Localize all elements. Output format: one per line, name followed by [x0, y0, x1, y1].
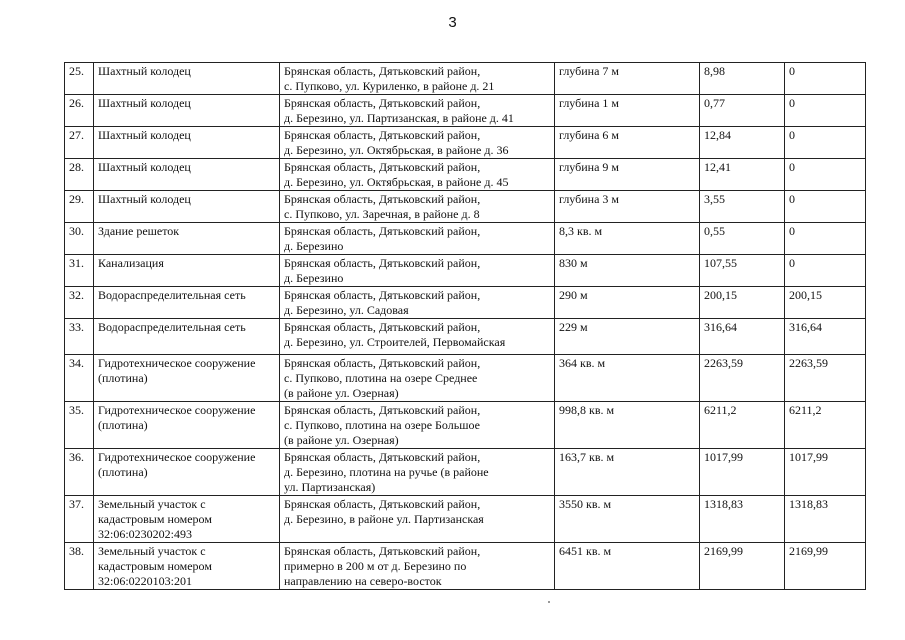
value-col-2-cell: 200,15 — [785, 287, 866, 319]
table-row — [65, 402, 866, 449]
value-col-1-cell: 1017,99 — [700, 449, 785, 496]
object-name-cell: Гидротехническое сооружение (плотина) — [94, 449, 280, 496]
table-row — [65, 496, 866, 543]
object-address-cell: Брянская область, Дятьковский район, д. Березино — [280, 223, 555, 255]
value-col-1-cell: 107,55 — [700, 255, 785, 287]
value-col-2-cell: 0 — [785, 95, 866, 127]
row-number-cell: 35. — [65, 402, 94, 449]
object-size-cell: 163,7 кв. м — [555, 449, 700, 496]
value-col-2-cell: 0 — [785, 255, 866, 287]
object-name-cell: Здание решеток — [94, 223, 280, 255]
table-row — [65, 223, 866, 255]
value-col-1-cell: 316,64 — [700, 319, 785, 355]
object-address-cell: Брянская область, Дятьковский район, с. Пупково, ул. Куриленко, в районе д. 21 — [280, 63, 555, 95]
value-col-2-cell: 0 — [785, 223, 866, 255]
object-size-cell: 290 м — [555, 287, 700, 319]
object-size-cell: 830 м — [555, 255, 700, 287]
object-address-cell: Брянская область, Дятьковский район, д. Березино, ул. Партизанская, в районе д. 41 — [280, 95, 555, 127]
property-registry-table — [64, 62, 866, 590]
object-size-cell: 998,8 кв. м — [555, 402, 700, 449]
table-row — [65, 191, 866, 223]
table-row — [65, 127, 866, 159]
object-address-cell: Брянская область, Дятьковский район, с. Пупково, плотина на озере Среднее (в районе ул. Озерная) — [280, 355, 555, 402]
value-col-2-cell: 1318,83 — [785, 496, 866, 543]
object-size-cell: 364 кв. м — [555, 355, 700, 402]
object-size-cell: 8,3 кв. м — [555, 223, 700, 255]
row-number-cell: 28. — [65, 159, 94, 191]
value-col-2-cell: 0 — [785, 63, 866, 95]
table-row — [65, 63, 866, 95]
registry-table-body — [65, 63, 866, 590]
row-number-cell: 36. — [65, 449, 94, 496]
table-row — [65, 95, 866, 127]
object-name-cell: Гидротехническое сооружение (плотина) — [94, 402, 280, 449]
object-address-cell: Брянская область, Дятьковский район, д. Березино, ул. Строителей, Первомайская — [280, 319, 555, 355]
object-address-cell: Брянская область, Дятьковский район, с. Пупково, ул. Заречная, в районе д. 8 — [280, 191, 555, 223]
object-name-cell: Шахтный колодец — [94, 63, 280, 95]
object-address-cell: Брянская область, Дятьковский район, д. Березино, ул. Октябрьская, в районе д. 36 — [280, 127, 555, 159]
row-number-cell: 26. — [65, 95, 94, 127]
row-number-cell: 38. — [65, 543, 94, 590]
value-col-2-cell: 0 — [785, 159, 866, 191]
object-address-cell: Брянская область, Дятьковский район, д. Березино — [280, 255, 555, 287]
value-col-1-cell: 3,55 — [700, 191, 785, 223]
row-number-cell: 31. — [65, 255, 94, 287]
scan-speck — [548, 601, 550, 603]
value-col-1-cell: 2169,99 — [700, 543, 785, 590]
page-number: 3 — [448, 14, 457, 31]
object-name-cell: Канализация — [94, 255, 280, 287]
value-col-2-cell: 1017,99 — [785, 449, 866, 496]
table-row — [65, 319, 866, 355]
row-number-cell: 34. — [65, 355, 94, 402]
value-col-1-cell: 8,98 — [700, 63, 785, 95]
row-number-cell: 37. — [65, 496, 94, 543]
object-name-cell: Шахтный колодец — [94, 191, 280, 223]
value-col-1-cell: 12,84 — [700, 127, 785, 159]
object-name-cell: Шахтный колодец — [94, 159, 280, 191]
table-row — [65, 159, 866, 191]
table-row — [65, 449, 866, 496]
object-name-cell: Гидротехническое сооружение (плотина) — [94, 355, 280, 402]
object-address-cell: Брянская область, Дятьковский район, д. Березино, ул. Садовая — [280, 287, 555, 319]
value-col-2-cell: 2263,59 — [785, 355, 866, 402]
table-row — [65, 287, 866, 319]
table-row — [65, 355, 866, 402]
row-number-cell: 29. — [65, 191, 94, 223]
value-col-1-cell: 2263,59 — [700, 355, 785, 402]
object-name-cell: Водораспределительная сеть — [94, 287, 280, 319]
object-size-cell: глубина 9 м — [555, 159, 700, 191]
object-size-cell: глубина 1 м — [555, 95, 700, 127]
object-address-cell: Брянская область, Дятьковский район, д. Березино, плотина на ручье (в районе ул. Партизанская) — [280, 449, 555, 496]
object-size-cell: 6451 кв. м — [555, 543, 700, 590]
row-number-cell: 27. — [65, 127, 94, 159]
object-name-cell: Земельный участок с кадастровым номером 32:06:0220103:201 — [94, 543, 280, 590]
object-name-cell: Шахтный колодец — [94, 127, 280, 159]
value-col-2-cell: 316,64 — [785, 319, 866, 355]
value-col-1-cell: 6211,2 — [700, 402, 785, 449]
table-row — [65, 543, 866, 590]
row-number-cell: 25. — [65, 63, 94, 95]
object-address-cell: Брянская область, Дятьковский район, д. Березино, ул. Октябрьская, в районе д. 45 — [280, 159, 555, 191]
object-name-cell: Земельный участок с кадастровым номером 32:06:0230202:493 — [94, 496, 280, 543]
object-size-cell: 229 м — [555, 319, 700, 355]
table-row — [65, 255, 866, 287]
object-size-cell: глубина 7 м — [555, 63, 700, 95]
object-name-cell: Шахтный колодец — [94, 95, 280, 127]
row-number-cell: 30. — [65, 223, 94, 255]
value-col-2-cell: 0 — [785, 191, 866, 223]
object-address-cell: Брянская область, Дятьковский район, примерно в 200 м от д. Березино по направлению на северо-восток — [280, 543, 555, 590]
value-col-1-cell: 0,55 — [700, 223, 785, 255]
row-number-cell: 33. — [65, 319, 94, 355]
value-col-1-cell: 0,77 — [700, 95, 785, 127]
object-name-cell: Водораспределительная сеть — [94, 319, 280, 355]
row-number-cell: 32. — [65, 287, 94, 319]
object-size-cell: глубина 3 м — [555, 191, 700, 223]
object-address-cell: Брянская область, Дятьковский район, д. Березино, в районе ул. Партизанская — [280, 496, 555, 543]
value-col-2-cell: 2169,99 — [785, 543, 866, 590]
value-col-2-cell: 0 — [785, 127, 866, 159]
object-size-cell: 3550 кв. м — [555, 496, 700, 543]
value-col-1-cell: 12,41 — [700, 159, 785, 191]
object-address-cell: Брянская область, Дятьковский район, с. Пупково, плотина на озере Большое (в районе ул. Озерная) — [280, 402, 555, 449]
object-size-cell: глубина 6 м — [555, 127, 700, 159]
value-col-1-cell: 200,15 — [700, 287, 785, 319]
value-col-1-cell: 1318,83 — [700, 496, 785, 543]
value-col-2-cell: 6211,2 — [785, 402, 866, 449]
